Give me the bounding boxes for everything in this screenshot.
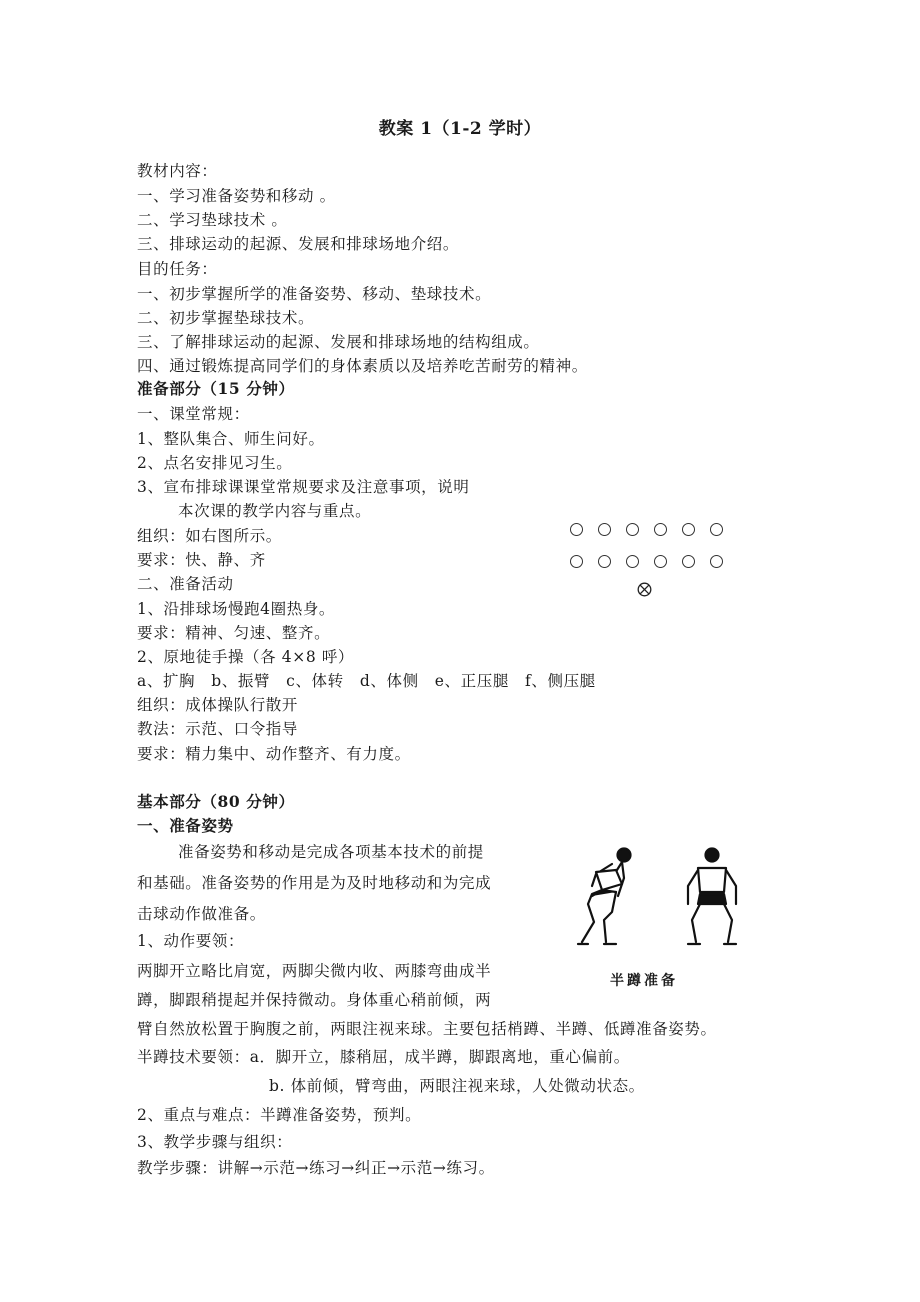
- list-item: 二、学习垫球技术 。: [137, 211, 288, 229]
- figure-caption: 半蹲准备: [610, 973, 678, 989]
- student-circle-icon: [682, 555, 695, 568]
- list-item: 2、点名安排见习生。: [137, 454, 293, 472]
- list-item: 一、初步掌握所学的准备姿势、移动、垫球技术。: [137, 285, 492, 303]
- list-item: 要求：快、静、齐: [137, 551, 266, 569]
- list-item: 2、原地徒手操（各 4×8 呼）: [137, 648, 355, 666]
- paragraph-line: 两脚开立略比肩宽，两脚尖微内收、两膝弯曲成半: [137, 962, 492, 980]
- student-circle-icon: [710, 523, 723, 536]
- student-circle-icon: [598, 555, 611, 568]
- list-item: 组织：成体操队行散开: [137, 696, 299, 714]
- paragraph-line: 半蹲技术要领：a．脚开立，膝稍屈，成半蹲，脚跟离地，重心偏前。: [137, 1048, 630, 1066]
- list-item: 1、沿排球场慢跑4圈热身。: [137, 600, 336, 618]
- student-circle-icon: [626, 523, 639, 536]
- student-circle-icon: [626, 555, 639, 568]
- student-circle-icon: [682, 523, 695, 536]
- paragraph-line: 和基础。准备姿势的作用是为及时地移动和为完成: [137, 874, 492, 892]
- list-item: 要求：精力集中、动作整齐、有力度。: [137, 745, 411, 763]
- section-label: 教材内容：: [137, 162, 218, 180]
- student-circle-icon: [654, 555, 667, 568]
- list-item: 四、通过锻炼提高同学们的身体素质以及培养吃苦耐劳的精神。: [137, 357, 588, 375]
- list-item: 要求：精神、匀速、整齐。: [137, 624, 331, 642]
- list-item: a、扩胸 b、振臂 c、体转 d、体侧 e、正压腿 f、侧压腿: [137, 672, 596, 690]
- list-item: 3、宣布排球课课堂常规要求及注意事项，说明: [137, 478, 470, 496]
- list-item: 3、教学步骤与组织：: [137, 1133, 293, 1151]
- list-item: 一、学习准备姿势和移动 。: [137, 187, 336, 205]
- volleyball-half-squat-players-icon: [566, 838, 746, 988]
- teacher-cross-circle-icon: [637, 582, 652, 597]
- page-title: 教案 1（1-2 学时）: [378, 119, 542, 139]
- list-item: 2、重点与难点：半蹲准备姿势，预判。: [137, 1106, 422, 1124]
- list-item: 二、初步掌握垫球技术。: [137, 309, 315, 327]
- list-item: 三、排球运动的起源、发展和排球场地介绍。: [137, 235, 460, 253]
- section-heading: 基本部分（80 分钟）: [137, 792, 295, 811]
- student-circle-icon: [598, 523, 611, 536]
- section-label: 目的任务：: [137, 260, 218, 278]
- list-item: 1、整队集合、师生问好。: [137, 430, 325, 448]
- paragraph-line: b. 体前倾，臂弯曲，两眼注视来球，人处微动状态。: [269, 1077, 645, 1095]
- paragraph-line: 准备姿势和移动是完成各项基本技术的前提: [178, 843, 484, 861]
- paragraph-line: 臂自然放松置于胸腹之前，两眼注视来球。主要包括梢蹲、半蹲、低蹲准备姿势。: [137, 1020, 717, 1038]
- list-item: 二、准备活动: [137, 575, 234, 593]
- paragraph-line: 蹲，脚跟稍提起并保持微动。身体重心稍前倾，两: [137, 991, 492, 1009]
- list-item: 本次课的教学内容与重点。: [178, 502, 372, 520]
- student-circle-icon: [570, 555, 583, 568]
- formation-diagram: [566, 518, 736, 598]
- list-item: 一、课堂常规：: [137, 405, 250, 423]
- list-item: 组织：如右图所示。: [137, 527, 282, 545]
- student-circle-icon: [710, 555, 723, 568]
- list-item: 教学步骤：讲解→示范→练习→纠正→示范→练习。: [137, 1159, 495, 1177]
- list-item: 教法：示范、口令指导: [137, 720, 299, 738]
- student-circle-icon: [654, 523, 667, 536]
- list-item: 1、动作要领：: [137, 932, 245, 950]
- student-circle-icon: [570, 523, 583, 536]
- section-heading: 准备部分（15 分钟）: [137, 379, 295, 398]
- list-item: 三、了解排球运动的起源、发展和排球场地的结构组成。: [137, 333, 540, 351]
- paragraph-line: 击球动作做准备。: [137, 905, 266, 923]
- section-heading: 一、准备姿势: [137, 816, 234, 835]
